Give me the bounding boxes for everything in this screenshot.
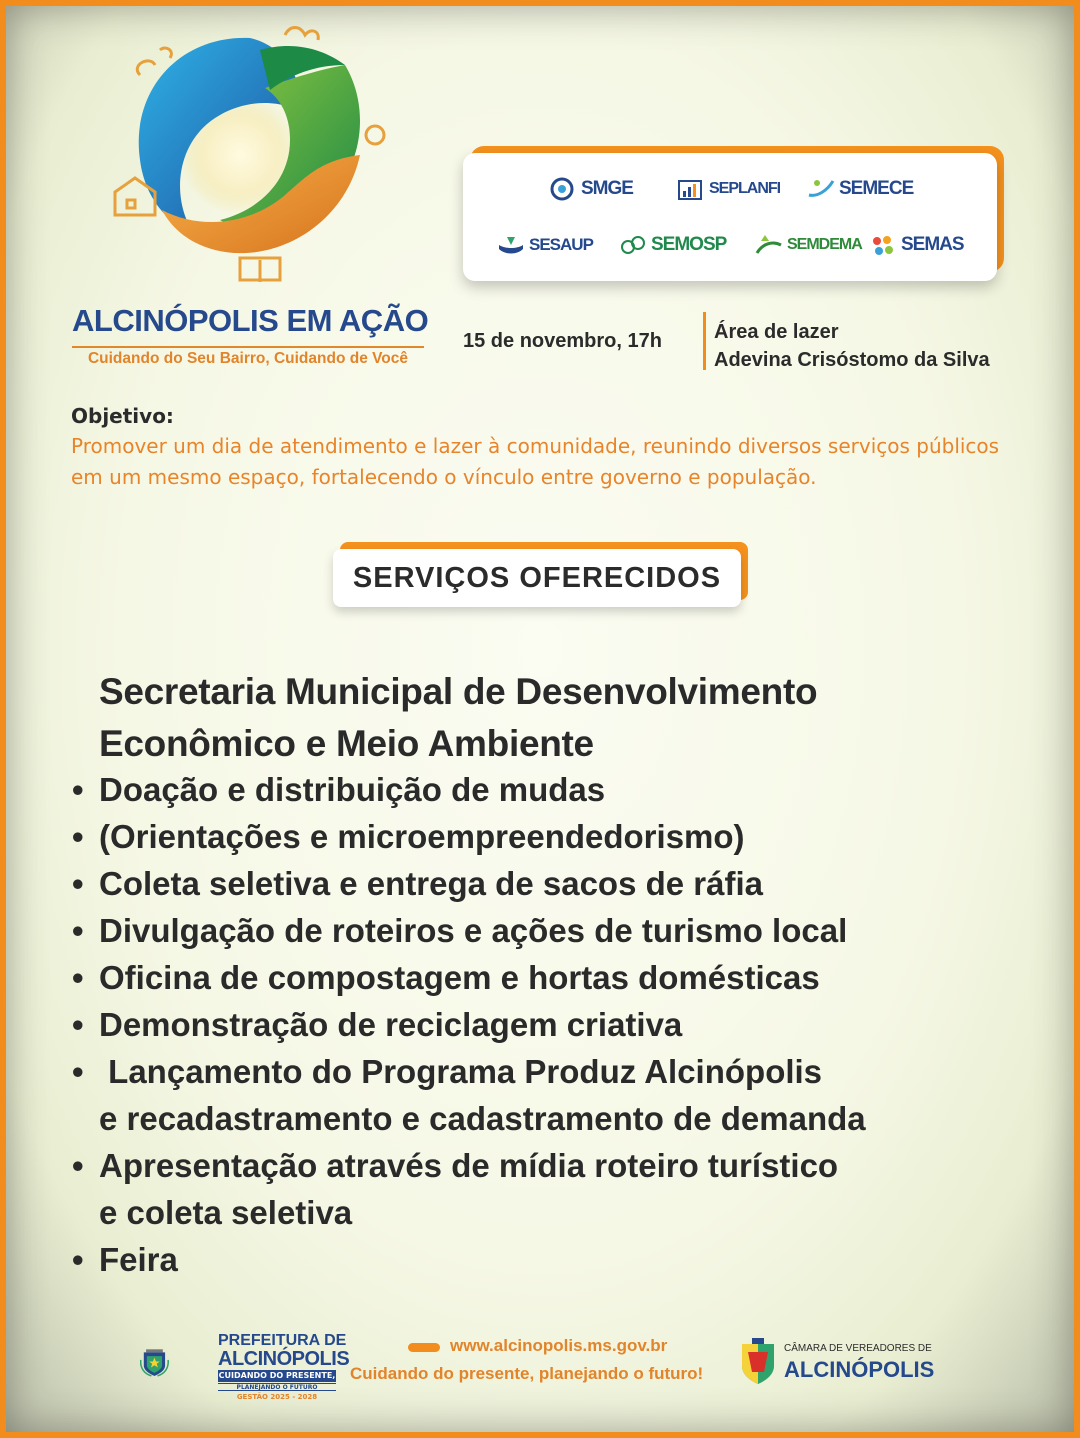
event-place-line1: Área de lazer	[714, 321, 839, 343]
services-heading: SERVIÇOS OFERECIDOS	[333, 549, 741, 607]
service-item: • Feira	[72, 1236, 1052, 1283]
service-item: • Divulgação de roteiros e ações de turismo local	[72, 907, 1052, 954]
objective-label: Objetivo:	[71, 404, 174, 428]
partner-semece	[807, 177, 913, 201]
prefeitura-tagline2: PLANEJANDO O FUTURO	[218, 1383, 336, 1391]
website-pill-icon	[408, 1343, 440, 1352]
event-place	[714, 318, 990, 374]
service-item: • Lançamento do Programa Produz Alcinópolis e recadastramento e cadastramento de demanda	[72, 1048, 1052, 1142]
event-place-line2: Adevina Crisóstomo da Silva	[714, 349, 990, 371]
partner-semosp	[619, 233, 726, 257]
partner-name: SEPLANFI	[709, 180, 781, 197]
footer-slogan: Cuidando do presente, planejando o futuro!	[350, 1364, 704, 1383]
alcinopolis-em-acao-logo	[100, 20, 400, 290]
service-item: • Apresentação através de mídia roteiro turístico e coleta seletiva	[72, 1142, 1052, 1236]
partner-name: SEMOSP	[651, 234, 727, 255]
event-divider	[703, 312, 706, 370]
service-item: • Oficina de compostagem e hortas domésticas	[72, 954, 1052, 1001]
prefeitura-coat-of-arms-icon	[140, 1325, 216, 1401]
service-item: • (Orientações e microempreendedorismo)	[72, 813, 1052, 860]
partner-smge	[549, 177, 633, 201]
partner-name: SEMAS	[901, 234, 964, 255]
partner-name: SEMECE	[839, 178, 914, 199]
partner-semdema	[755, 233, 862, 257]
camara-line2: ALCINÓPOLIS	[784, 1357, 935, 1382]
secretaria-title: Secretaria Municipal de Desenvolvimento Econômico e Meio Ambiente	[99, 671, 818, 764]
event-date: 15 de novembro, 17h	[463, 330, 662, 352]
objective-text: Promover um dia de atendimento e lazer à comunidade, reunindo diversos serviços públicos em um mesmo espaço, fortalecendo o vínculo entre governo e população.	[71, 434, 1000, 489]
seplanfi-icon	[677, 177, 705, 201]
partners-card	[463, 153, 997, 281]
partner-name: SEMDEMA	[787, 236, 862, 253]
prefeitura-tagline1: CUIDANDO DO PRESENTE,	[218, 1371, 336, 1380]
sesaup-icon	[497, 233, 525, 257]
semece-icon	[807, 177, 835, 201]
prefeitura-line2: ALCINÓPOLIS	[218, 1348, 350, 1370]
services-list	[72, 766, 1052, 1283]
semdema-icon	[755, 233, 783, 257]
brand-divider	[72, 346, 424, 348]
service-item: • Coleta seletiva e entrega de sacos de ráfia	[72, 860, 1052, 907]
semas-icon	[869, 233, 897, 257]
prefeitura-line1: PREFEITURA DE	[218, 1332, 347, 1349]
brand-title: ALCINÓPOLIS EM AÇÃO	[72, 303, 429, 338]
partner-name: SESAUP	[529, 235, 593, 254]
brand-subtitle: Cuidando do Seu Bairro, Cuidando de Você	[87, 350, 409, 367]
prefeitura-gestao: GESTÃO 2025 - 2028	[236, 1393, 318, 1401]
website-link[interactable]: www.alcinopolis.ms.gov.br	[450, 1336, 668, 1355]
service-item: • Demonstração de reciclagem criativa	[72, 1001, 1052, 1048]
partner-seplanfi	[677, 177, 780, 201]
semosp-icon	[619, 233, 647, 257]
partner-semas	[869, 233, 964, 257]
smge-icon	[549, 177, 577, 201]
camara-emblem-icon	[738, 1338, 778, 1386]
partner-sesaup	[497, 233, 593, 257]
camara-line1: CÂMARA DE VEREADORES DE	[784, 1343, 932, 1354]
service-item: • Doação e distribuição de mudas	[72, 766, 1052, 813]
partner-name: SMGE	[581, 178, 633, 199]
